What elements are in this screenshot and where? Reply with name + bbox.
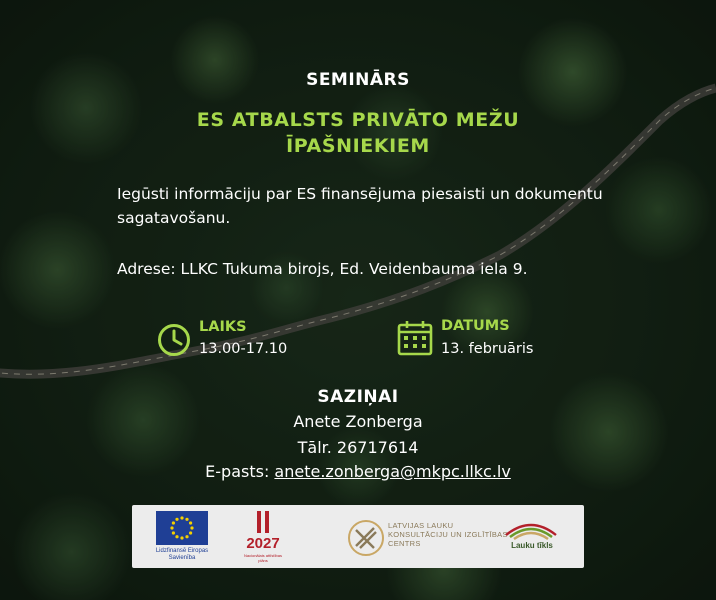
eu-caption: Lidzfinansē Eiropas Savienība — [155, 548, 209, 561]
lauku-tikls-caption: Lauku tīkls — [511, 541, 553, 550]
nap-2027-logo — [240, 509, 286, 565]
contact-name: Anete Zonberga — [293, 412, 423, 431]
email-link[interactable]: anete.zonberga@mkpc.llkc.lv — [274, 462, 511, 481]
nap-caption: Nacionālais attīstības plāns — [243, 553, 283, 563]
contact-heading: SAZIŅAI — [317, 387, 399, 407]
lauku-tikls-logo-icon — [504, 517, 558, 541]
eu-flag-logo — [156, 511, 208, 545]
nap-year: 2027 — [246, 535, 280, 552]
contact-email-line — [0, 462, 716, 481]
title-line-1: ES ATBALSTS PRIVĀTO MEŽU — [196, 109, 520, 131]
contact-phone: Tālr. 26717614 — [297, 438, 419, 457]
calendar-icon — [396, 319, 434, 357]
kicker-title: SEMINĀRS — [306, 70, 410, 90]
llkc-logo-icon — [346, 518, 386, 558]
nap-bars-icon — [240, 509, 286, 535]
page-title — [150, 107, 566, 159]
time-label: LAIKS — [199, 319, 247, 335]
description: Iegūsti informāciju par ES finansējuma piesaisti un dokumentu sagatavošanu. — [117, 185, 603, 227]
logo-strip — [132, 505, 584, 568]
clock-icon — [157, 323, 191, 357]
address: Adrese: LLKC Tukuma birojs, Ed. Veidenbauma iela 9. — [117, 260, 528, 278]
time-value: 13.00-17.10 — [199, 341, 288, 357]
email-prefix: E-pasts: — [205, 462, 275, 481]
llkc-caption: LATVIJAS LAUKU KONSULTĀCIJU UN IZGLĪTĪBAS CENTRS — [388, 521, 508, 548]
eu-stars-icon — [156, 511, 208, 545]
title-line-2: ĪPAŠNIEKIEM — [286, 135, 430, 157]
date-label: DATUMS — [441, 318, 510, 334]
date-value: 13. februāris — [441, 341, 534, 357]
